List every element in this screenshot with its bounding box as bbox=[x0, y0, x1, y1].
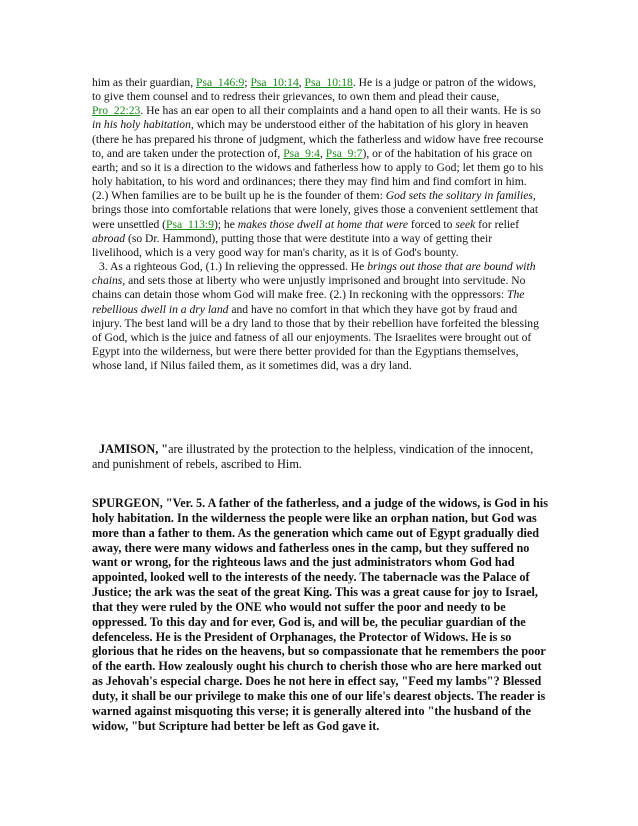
ref-psa-113-9-link[interactable]: Psa_113:9 bbox=[166, 217, 214, 231]
ref-psa-10-18-link[interactable]: Psa_10:18 bbox=[304, 76, 353, 89]
ref-psa-10-14-link[interactable]: Psa_10:14 bbox=[250, 76, 299, 89]
commentary-paragraph-1: him as their guardian, Psa_146:9; Psa_10:14, Psa_10:18. He is a judge or patron of the widows, to give them counsel and to redress their grievances, to own them and plead their cause, Pro_22:23. He has an ear open to all their complaints and a hand open to all their wants. He is so in his holy habitation, which may be understood either of the habitation of his glory in heaven (there he has prepared his throne of judgment, which the fatherless and widow have free recourse to, and are taken under the protection of, Psa_9:4, Psa_9:7), or of the habitation of his grace on earth; and so it is a direction to the widows and fatherless how to apply to God; let them go to his holy habitation, to his word and ordinances; there they may find him and find comfort in him. (2.) When families are to be built up he is the founder of them: God sets the solitary in families, brings those into comfortable relations that were lonely, gives those a convenient settlement that were unsettled (Psa_113:9); he makes those dwell at home that were forced to seek for relief abroad (so Dr. Hammond), putting those that were destitute into a way of getting their livelihood, which is a very good way for man's charity, as it is of God's bounty. bbox=[92, 76, 544, 259]
henry-commentary bbox=[92, 76, 544, 373]
jamison-text: are illustrated by the protection to the helpless, vindication of the innocent, and punishment of rebels, ascribed to Him. bbox=[92, 442, 534, 471]
jamison-label: JAMISON, " bbox=[99, 442, 169, 456]
spurgeon-paragraph: SPURGEON, "Ver. 5. A father of the fatherless, and a judge of the widows, is God in his holy habitation. In the wilderness the people were like an orphan nation, but God was more than a father to them. As the generation which came out of Egypt gradually died away, there were many widows and fatherless ones in the camp, but they suffered no want or wrong, for the righteous laws and the just administrators whom God had appointed, looked well to the interests of the needy. The tabernacle was the Palace of Justice; the ark was the seat of the great King. This was a great cause for joy to Israel, that they were ruled by the ONE who would not suffer the poor and needy to be oppressed. To this day and for ever, God is, and will be, the peculiar guardian of the defenceless. He is the President of Orphanages, the Protector of Widows. He is so glorious that he rides on the heavens, but so compassionate that he remembers the poor of the earth. How zealously ought his church to cherish those who are here marked out as Jehovah's especial charge. Does he not here in effect say, "Feed my lambs"? Blessed duty, it shall be our privilege to make this one of our life's dearest objects. The reader is warned against misquoting this verse; it is generally altered into "the husband of the widow, "but Scripture had better be left as God gave it. bbox=[92, 496, 548, 733]
ref-pro-22-23-link[interactable]: Pro_22:23 bbox=[92, 104, 141, 118]
ref-psa-9-4-link[interactable]: Psa_9:4 bbox=[283, 146, 320, 160]
commentary-paragraph-2: 3. As a righteous God, (1.) In relieving the oppressed. He brings out those that are bound with chains, and sets those at liberty who were unjustly imprisoned and brought into servitude. No chains can detain those whom God will make free. (2.) In reckoning with the oppressors: The rebellious dwell in a dry land and have no comfort in that which they have got by fraud and injury. The best land will be a dry land to those that by their rebellion have forfeited the blessing of God, which is the juice and fatness of all our enjoyments. The Israelites were brought out of Egypt into the wilderness, but were there better provided for than the Egyptians themselves, whose land, if Nilus failed them, as it sometimes did, was a dry land. bbox=[92, 260, 539, 373]
ref-psa-146-9-link[interactable]: Psa_146:9 bbox=[196, 76, 245, 89]
ref-psa-9-7-link[interactable]: Psa_9:7 bbox=[325, 146, 363, 160]
jamison-paragraph bbox=[92, 442, 544, 472]
